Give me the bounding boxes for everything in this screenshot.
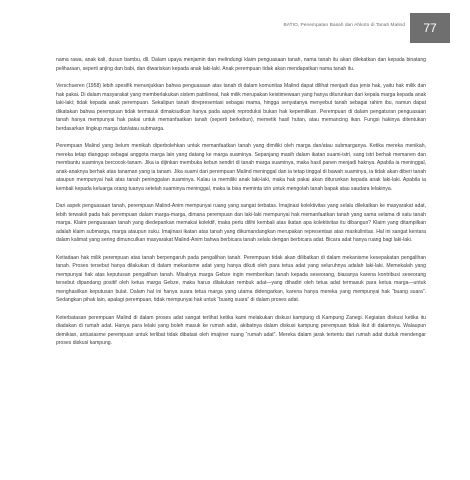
page-number: 77 [410, 13, 450, 43]
running-title: BATIO, Penempatan Basah dan Ahkoto di Tanah Malind [283, 23, 405, 28]
paragraph: Ketiadaan hak milik perempuan atas tanah berpengaruh pada pengalihan tanah. Perempuan tidak akan dilibatkan di dalam mekanisme kesepakatan pengalihan tanah. Proses tersebut hanya dilakukan di dalam mekanisme adat yang hanya dikuti oleh para tetua adat yang seluruhnya adalah laki-laki. Memekalah yang mempunyai hak atas keputusan pengalihan tanah. Misalnya marga Gebze ingin memberikan tanah kepada seseorang, biasanya karena kontribusi seseorang tersebut dipandang positif oleh ketua marga Gebze, maka harus dilakukan rembuk adat—yang dihadiri oleh tetua adat termasuk para ketua marga—untuk menghasilkan keputusan bulat. Dalam hal ini hanya suara tetua marga yang utama didengarkan, karena hanya mereka yang mempunyai hak “buang suara”. Sedangkan pihak lain, apalagi perempuan, tidak mempunyai hak untuk “buang suara” di dalam proses adat. [56, 254, 426, 303]
paragraph: Perempuan Malind yang belum menikah diperbolehkan untuk memanfaatkan tanah yang dimiliki oleh marga dan/atau submarganya. Ketika mereka menikah, mereka tetap dianggap sebagai anggota marga lain yang datang ke marga suaminya. Sepanjang masih dalam ikatan suami-istri, sang istri berhak memanen dan membantu suaminya bercocok-tanam. Jika ia dijinkan membuka kebun sendiri di tanah marga suaminya, maka hasil panen menjadi haknya. Apabila ia meninggal, anak-anaknya berhak atas tanaman yang ia tanam. Jika suami dari perempuan Malind meninggal dan ia tetap tinggal di bawah suaminya, ia tidak akan diberi tanah ataupun mempunyai hak atas tanah peninggalan suaminya. Kalau ia memiliki anak laki-laki, maka hak pakai akan diturunkan kepada anak laki-laki. Apabila ia kembali kepada keluarga orang tuanya setelah suaminya meninggal, maka ia bisa meminta izin untuk mengolah tanah bapak atau saudara lelakinya. [56, 143, 426, 192]
paragraph: nama rawa, anak kali, dusun bambu, dll. Dalam upaya menjamin dan melindungi klaim penguasaan tanah, nama tanah itu akan dilekatkan dan kepada binatang peliharaan, seperti anjing dan babi, dan diwariskan kepada anak laki-laki. Anak perempuan tidak akan mendapatkan nama tanah itu. [56, 57, 426, 72]
paragraph: Dari aspek penguasaan tanah, perempuan Malind-Anim mempunyai ruang yang sangat terbatas. Imajinasi kolektivitas yang selalu dilekatkan ke masyarakat adat, lebih terwakili pada hak perempuan dalam marga-marga, dimana perempuan dan laki-laki mempunyai hak memanfaatkan tanah yang sama selama di satu tanah marga. Klaim penguasaan tanah yang diedepankan memakai kolektif, maka perlu dilihi kembali atas ikatan apa kolektivitas itu dibangun? Klaim yang ditampilkan adalah klaim submarga, marga ataupun suku. Imajinasi ikatan atas tanah yang dikumandangkan merupakan representasi atas maskulinitas. Hal ini sangat kentara dalam kalimat yang sering dimunculkan masyarakat Malind-Anim bahwa berbicara tanah selalu dengan berbicara adat. Bicara adat hanya ruang bagi laki-laki. [56, 203, 426, 243]
paragraph: Keterbatasan perempuan Malind di dalam proses adat sangat terlihat ketika kami melakukan diskusi kampung di Kampung Zanegi. Kegiatan diskusi ketika itu diadakan di rumah adat. Hanya para lelaki yang boleh masuk ke rumah adat, akibatnya dalam diskusi kampung perempuan tidak ikut di dalamnya. Walaupun demikian, antusiasme perempuan untuk terlibat tidak dibatasi oleh imajiner ruang “rumah adat”. Mereka dalam jarak tertentu dari rumah adat duduk mendengar proses diskusi kampung. [56, 314, 426, 346]
paragraph: Verschueren (1958) lebih spesifik menunjukkan bahwa penguasaan atas tanah di dalam komunitas Malind dapat dilihat menjadi dua jenis hak, yaitu hak milik dan hak pakai. Di dalam masyarakat yang memberlakukan sistem patrilineal, hak milik merupakan keistimewaan yang hanya diturunkan dari kepala marga kepada anak laki-laki; tidak kepada anak perempuan. Sekalipun tanah direpresentasi sebagai mama, hingga senyatanya menyebut tanah sebagai rahim ibu, namun dapat dikatakan bahwa perempuan tidak termasuk dimaksudkan hanya pada aspek reproduksi bukan hak kepemilikan. Perempuan di dalam pengaturan penguasaan tanah hanya mempunyai hak pakai untuk memanfaatkan tanah (seperti berkebun), memetik hasil hutan, atau memancing ikan. Fungsi hakinya ditentukan berdasarkan lingkup marga dan/atau submarga. [56, 83, 426, 132]
body-text [56, 56, 426, 357]
